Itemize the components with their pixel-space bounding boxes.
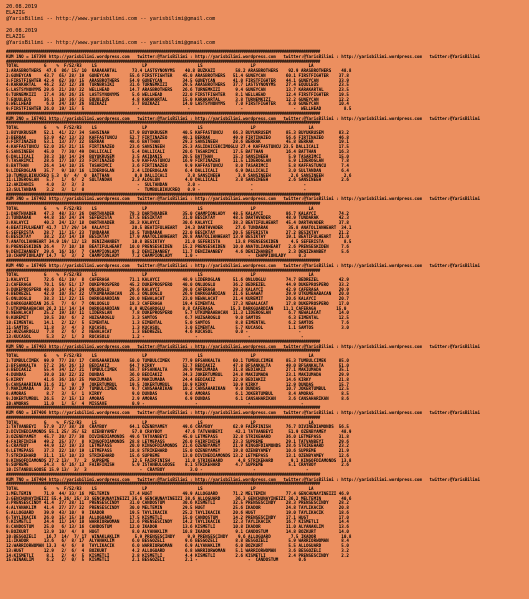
report-date: 20.08.2019 [6,4,38,10]
runner-row: 4:BEDREZEL 42.0 10/ 35/ 22 UTKUMBAABACAN 26.3 ONLUOGLU 26.9 DARKGUARDIAN 21.6 ELHAWAT 29.9 UTKUMBAABACAN 20.0 [6,291,349,297]
race-sections [6,50,523,563]
race-section [6,50,523,112]
runner-row: 13:SULTANDAN 3.2 3/ 1/ 0 - TUMBULBIKUCREQ 0.9 - - - [6,186,307,192]
runner-row: 6:LETMEPASS 37.3 22/ 18/ 19 LETMEPASS 18.8 STRIKEHARD 15.0 OZENBYAMEY 19.8 OZENBYAMEY 10.6 SUPREME 21.9 [6,448,349,453]
runner-row: 12:HUZGAROGLU 7.8 2/ 6/ 2 NEWALACAT 1.3 BEDREZEL 4.6 KUCASOL 0.0 - - [6,329,301,335]
race-title: KUM 3NO = 167402 http://yarisbilimi.wordpress.com twitter:@YarisBilimi : http://yarisbilimi.wordpress.com twitter:@YarisBilimi : http://yarisbilimi.wordpress.com twitter:@YarisBilimi [6,196,480,202]
race-section [6,193,523,260]
race-title: KUM 2NO = 167401 http://yarisbilimi.wordpress.com twitter:@YarisBilimi : http://yarisbilimi.wordpress.com twitter:@YarisBilimi : http://yarisbilimi.wordpress.com twitter:@YarisBilimi [6,115,480,121]
runner-row: 12:WARRIORWOMAN 13.3 4/ 6/ 8 TAYLIKACIK 6.0 WARRIORWOMAN 6.9 ALYANAKLIM 6.0 BOZKURT 5.5 ALLOGUARD 5.0 [6,543,349,548]
separator-line: #################################################################################################################################################### [6,258,320,263]
race-section [6,340,523,407]
runner-row: 10:AMORAS 11.0 1/ 5/ 4 MISSAVE 0.9 - - - - [6,400,304,406]
runner-row: 4:DUNDAS 39.0 10/ 22/ 22 DUNDAS 36.0 BEDIAKIZ 34.3 JOKERTUMBUL 24.8 MAKIUMADA 23.1 MAKIUMADA 29.9 [6,372,349,377]
report-contact-repeat: @YarisBilimi -- http://www.yarisbilimi.com -- yarisbilimi@gmail.com [6,40,216,46]
runner-row: 3:PRENSESCINDY 41.4 27/ 28/ 11 PRENSESCINDY 31.0 CANDOSTUM 30.6 KISMETLI 32.5 PRENSESCINDY 28.3 PRENSESCINDY 28.2 [6,500,349,506]
runner-row: 9:BOZKURT 13.9 10/ 4/ 8 HUGT 8.0 ALYANAKLIM 10.8 IKADOR 9.1 CANDOSTUM 14.8 BOZKURT 14.0 [6,528,349,534]
separator-line: #################################################################################################################################################### [6,338,320,344]
runner-row: 1:ARASBROTHERS 47.6 86/ 15/ 10 KARAKARTAL 73.4 LASTSYNONYMS 40.8 BUZKAZI 58.2 ARASBROTHERS 92.9 ARASBROTHERS 48.8 [6,68,352,73]
runner-row: 9:DENIZHANBEY 29.6 16/ 16/ 7 CHAMPIONLADY 8.2 DENIZHANBEY 11.7 DENIZHANBEY 4.6 DENIZHANBEY 2.3 DENIZHANBEY 5.6 [6,248,349,254]
column-header-row: TOTAL G % F/S2/R3 LS LP LS LP LA [6,353,314,358]
runner-row: 8:AMORAS 8.7 3/ 5/ 1 KIRKY 9.0 DUNDAS 9.6 AMORAS 6.1 JOKERTUMBUL 8.4 AMORAS 8.5 [6,391,349,396]
runner-row: 6:TAYLIKACIK 26.0 15/ 15/ 10 ALLOGUARD 17.5 KISMETLI 15.0 CANDOSTUM 14.2 PRENSESCINDY 17.1 HUGT 17.0 [6,514,349,520]
runner-row: 5:KIRKY 41.6 36/ 16/ 25 MAKIUMADA 25.3 MAKIUMADA 24.4 BEDIAKIZ 22.9 BEDIAKIZ 14.6 KIRKY 21.8 [6,376,349,382]
runner-row: 5:SANSINEEH 45.0 7/ 30/ 49 DALLICALI 5.4 DALLICALI 20.6 TASARIMCI 17.5 BATTHAN 16.4 BATTHAN 16.3 [6,148,349,154]
separator-line: #################################################################################################################################################### [6,58,320,64]
runner-row: 9:KUREMIT 19.5 20/ 6/ 2 HUZGAROGLU 3.3 SAMTOS 6.7 HUZGAROGLU 9.0 SAMTOS 6.3 EIMENTAL 12.5 [6,315,349,320]
runner-row: 2:GENCHUNAYINEIZI 55.4 26/ 25/ 23 GENCHUNAYINEIZI 35.6 GENCHUNAYINEIZI 38.6 ALLOGUARD 36.3 GENCHUNAYINEIZI 36.2 MELTEMIN 40.6 [6,495,352,501]
race-title: KUM 4NO = 167405 http://yarisbilimi.wordpress.com twitter:@YarisBilimi : http://yarisbilimi.wordpress.com twitter:@YarisBilimi : http://yarisbilimi.wordpress.com twitter:@YarisBilimi [6,262,480,268]
runner-row: 7:EQUULEUS 36.1 10/ 36/ 31 EQUULEUS 4.8 KARAKARTAL 15.0 KARAKARTAL 3.8 TURNEMKIZI 12.2 GUNEYCAN 12.2 [6,96,349,102]
runner-row: 11:IKADOR 13.6 6/ 8/ 17 ALYANAKLIM 6.0 BESGOZELI 9.6 BESGOZELI 8.8 BESGOZELI 5.9 WARRIORWOMAN 8.4 [6,538,349,544]
runner-row: 8:WELLHEAD 6.0 24/ 10/ 26 BUZKAZI 3.7 BUZKAZI 14.0 LASTSYNONYMS 7.0 FIRSTFIGHTER 8.0 GUNEYCAN 10.4 [6,101,349,107]
separator-line: #################################################################################################################################################### [6,267,320,273]
runner-row: 2:BERRAK 53.9 42/ 13/ 23 KAFFASTUNCU 52.7 FIRTINAZEO 40.1 BERRAK 49.9 FIRTINAZEO 56.6 FIRTINAZEO 46.8 [6,134,349,140]
runner-row: 3:DUKEPROSPERO 48.0 14/ 41/ 24 ONLUOGLU 29.6 KALAYCI 39.0 CAFERAGA 29.3 KALAYCI 42.9 CAFERAGA 29.9 [6,286,349,292]
separator-line: #################################################################################################################################################### [6,191,320,197]
runner-row: 1:DARTHVADER 47.3 48/ 33/ 26 DARTHVADER 78.3 DARTHVADER 35.0 CHAMPIONLADY 48.5 KALAYCI 86.7 KALAYCI 74.2 [6,210,349,216]
runner-row: 2:BFSANKALTA 57.2 36/ 26/ 13 BEDIAKIZ 64.7 KIRKY 52.7 BEDIAKIZ 47.8 BFSANKALTA 49.0 BFSANKALTA 51.0 [6,362,349,368]
runner-row: 7:UTKUMBAABACAN 26.2 11/ 14/ 14 DARKGUARDIAN 8.8 HUZGAROGLU 8.8 CAFERAGA 15.3 DARKGUARDIAN 11.1 CAFERAGA 15.0 [6,305,347,311]
runner-row: 4:FAIRFINISH 49.2 25/ 37/ 8 KINGOFDIAMONDS 28.8 LETMEPASS 26.0 FAIRFINISH 23.3 SUPREME 29.1 TATVANBEYI 29.6 [6,438,349,444]
runner-row: 11:SAMTOS 11.8 3/ 4/ 3 KUCASOL 1.3 KUCASOL 3.0 EIMENTAL 5.7 KUCASOL 1.1 SAMTOS 3.0 [6,324,349,330]
separator-line: #################################################################################################################################################### [6,405,320,411]
runner-row: 6:BESIKTAY 38.2 23/ 14/ 19 BESIKTAY 17.9 ANATOLIANHEART 20.8 ANATOLIANHEART 13.9 BESIKTAY 19.1 BEATIFULHEART 21.0 [6,234,349,240]
race-section [6,259,523,340]
runner-row: 9:SUPREME 24.3 6/ 16/ 13 FAIRFINISH 5.9 ISTANBULGOOSE 8.1 STRIKEHARD 4.7 SUPREME 5.1 CRAYBOY 2.6 [6,462,349,468]
separator-line: #################################################################################################################################################### [6,110,320,116]
runner-row: 13:KUCASOL 5.3 2/ 1/ 3 RUCASOLU 1.2 - - - - [6,334,304,339]
race-title: KUM 7NO = 167404 http://yarisbilimi.wordpress.com twitter:@YarisBilimi : http://yarisbilimi.wordpress.com twitter:@YarisBilimi : http://yarisbilimi.wordpress.com twitter:@YarisBilimi [6,476,480,482]
report-city-repeat: ELAZIG [6,34,25,40]
column-header-row: TOTAL G % F/S2/R3 LS LP LS LP LA [6,419,314,425]
runner-row: 3:BEDIAKIZ 55.4 34/ 12/ 21 TUMBULCIMEK 58.7 BFSANKALTA 39.9 MAKIUMADA 31.8 BEDIAKIZ 27.1 MAKIUMADA 35.1 [6,367,349,373]
race-section [6,473,523,563]
runner-row: 10:ISTANBULGOOSE 15.9 13/ 3/ 3 - CRAYBOY 3.0 - - - [6,467,309,472]
runner-row: 6:TURNEMKIZI 17.4 36/ 26/ 25 LASTSYNONYMS 5.6 WELLHEAD 22.0 FIRSTFIGHTER 8.1 WELLHEAD 12.4 FIRSTFIGHTER 19.5 [6,91,349,97]
runner-row: 8:CANDOSTUM 25.0 6/ 13/ 16 CANDOSTUM 12.0 IKADOR 13.6 KISMETLI 10.8 IKADOR 11.0 ALYANAKLIM 13.6 [6,524,349,529]
runner-row: 6:DALLICALI 38.3 10/ 14/ 24 BUYUKRUSEM 3.5 AKIDANIS 20.5 BATTHAN 15.3 SANSINEEH 5.9 TASARIMCI 15.0 [6,153,349,159]
race-title: KUM 5NO = 167403 http://yarisbilimi.wordpress.com twitter:@YarisBilimi : http://yarisbilimi.wordpress.com twitter:@YarisBilimi : http://yarisbilimi.wordpress.com twitter:@YarisBilimi [6,343,480,349]
runner-row: 9:LIDEROGLAN 35.7 9/ 10/ 16 LIDEROGLAN 2.4 LIDEROGLAN 6.4 DALLICALI 6.9 DALLICALI 3.0 SULTANDAN 6.4 [6,167,349,173]
runner-row: 13:HUGT 12.9 2/ 6/ 4 BOZKURT 4.2 ALLOGUARD 6.8 WARRIORWOMAN 5.1 WARRIORWOMAN 3.6 BESGOZELI 3.2 [6,547,349,553]
runner-row: 10:EIMENTAL 14.1 2/ 12/ 5 EIMENTAL 1.3 EIMENTAL 5.0 SAMTOS 8.8 EIMENTAL 6.2 SAMTOS 7.6 [6,319,349,325]
runner-row: 7:ANATOLIANHEART 34.9 19/ 12/ 13 DENIZHANBEY 10.8 BESIKTAY 21.0 SEFERISTA 13.8 PRENSESKIDEN 4.5 SEFERISTA 8.5 [6,239,352,244]
report-contact: @YarisBilimi -- http://www.yarisbilimi.com -- yarisbilimi@gmail.com [6,16,216,22]
runner-row: 6:DARKGUARDIAN 26.5 7/ 6/ 7 ONLUOGLU 18.3 CAFERAGA 19.4 EIMENTAL 17.3 NEWALACAT 17.8 DUKEPROSPERO 17.0 [6,300,349,306]
race-title: KUM 1NO = 167398 http://yarisbilimi.wordpress.com twitter:@YarisBilimi : http://yarisbilimi.wordpress.com twitter:@YarisBilimi : http://yarisbilimi.wordpress.com twitter:@YarisBilimi [6,53,480,59]
runner-row: 4:BEATIFULHEART 41.7 17/ 29/ 14 KALAYCI 20.5 BEATIFULHEART 24.3 DARTHVADER 27.6 TUNDARAK 35.8 ANATOLIANHEART 34.1 [6,224,352,230]
runner-row: 7:STRIKEHARD 31.1 15/ 10/ 23 STRIKEHARD 15.6 SUPREME 13.0 DIVINEDIAMONDS 13.2 LETMEPASS 13.1 OZENBYAMEY 12.6 [6,452,349,458]
runner-row: 5:ALLOGUARD 39.9 43/ 10/ 9 IKADOR 19.5 TAYLIKACIK 25.2 TAYLIKACIK 20.6 HUGT 19.0 TAYLIKACIK 18.6 [6,509,349,515]
runner-row: 4:KARAKARTAL 46.2 32/ 12/ 20 TURNBRSIKI 31.6 TURNEMKIZI 29.5 ARASBROTHERS 37.7 LASTSYNONYMS 27.4 EQUULEUS 23.5 [6,82,349,88]
runner-row: 15:WINAKLIM 6.2 2/ 0/ 5 KISMETLI 2.1 BESGOZELI 2.1 - - CANDOSTUM 0.6 [6,557,307,563]
column-header-row: TOTAL G % F/S2/R3 LS LP LS LP LA [6,125,314,130]
column-header-row: TOTAL G % F/S2/R3 LS LP LS LP LA [6,272,314,278]
separator-line: #################################################################################################################################################### [6,348,320,354]
runner-row: 2:TUNDARAK 44.8 16/ 24/ 24 SEFERISTA 57.5 BESIKTAY 31.0 BESIKTAY 48.5 DARTHVADER 48.9 TUNDARAK 42.3 [6,215,349,221]
report-date-repeat: 20.08.2019 [6,28,38,34]
runner-row: 14:KISMETLI 8.1 2/ 4/ 5 KISMETLI 2.8 KISMETLI 4.4 KISMETLI 2.6 KISMETLI 2.4 PRENSESCINDY 2.2 [6,552,349,558]
race-report-document [6,4,523,594]
runner-row: 3:FIRSTFIGHTER 42.4 62/ 30/ 15 ARASBROTHERS 54.9 GUNEYCAN 34.5 GUNEYCAN 41.0 FIRSTFIGHTER 44.1 GUNEYCAN 33.9 [6,77,349,83]
runner-row: 11:LIDEROGLAN 5.7 1/ 6/ 2 SULTANDAN 2.3 ALOGLUN 4.0 DALLICALI 3.8 SANSINEEH 2.6 SANSINEEH 2.6 [6,177,349,183]
runner-row: 5:CRAYBOY 44.9 12/ 19/ 23 LETMEPASS 20.0 KINGOFDIAMONDS 21.6 OZENBYAMEY 21.9 KINGOFDIAMONDS 28.6 STRIKEHARD 23.2 [6,443,349,449]
separator-line: #################################################################################################################################################### [6,414,320,420]
runner-row: 5:SEFERISTA 28.7 11/ 15/ 23 TUNDARAK 18.5 TUNDARAK 22.0 BESIKTAY 20.5 SEFERISTA 27.2 BESIKTAY 21.2 [6,229,349,235]
runner-row: 3:FIRTINAZEO 53.1 13/ 37/ 22 BERRAK 48.6 BATTHAN 29.3 SANSINEEH 28.6 BERRAK 45.8 BERRAK 19.1 [6,139,349,145]
runner-row: 7:TASARIMCI 28.6 17/ 10/ 23 FIRTINAZEO 5.9 KAFFASTUNCU 16.9 FIRTINAZEO 11.5 LIDEROGLAN 5.9 LIDEROGLAN 7.8 [6,158,349,164]
runner-row: 9:JOKERTUMBUL 26.5 2/ 15/ 13 AMORAS 2.9 AMORAS 6.9 DUNDAS 6.1 CANSAHARIKAN 3.6 CANSAHARIKAN 8.6 [6,395,349,401]
column-header-row: TOTAL G % F/S2/R3 LS LP LS LP LA [6,63,314,69]
separator-line: #################################################################################################################################################### [6,120,320,126]
separator-line: #################################################################################################################################################### [6,201,320,206]
runner-row: 10:CHAMPIONLADY 14.7 5/ 3/ 2 CHAMPIONLADY 7.2 CHAMPIONLADY 1.0 - - CHAMPIONLADY 0.3 [6,253,307,259]
runner-row: 8:PRENSESKIDEN 26.4 7/ 10/ 10 BEATIFULHEART 10.0 PRENSESKIDEN 15.2 PRENSESKIDEN 10.0 ANATOLIANHEART 2.6 PRENSESKIDEN 7.6 [6,243,349,249]
runner-row: 2:DIVINEDIAMONDS 55.1 25/ 35/ 52 OZENBYAMEY 57.0 CRAYBOY 47.6 TATVANBEYI 42.1 TATVANBEYI 51.9 OZENBYAMEY 48.9 [6,429,352,434]
runner-row: 1:BUYUKRUSEM 52.1 41/ 22/ 34 SAHSINAH 57.9 BUYUKRUSEM 40.5 KAFFASTUNCU 66.3 BUYUKRUSEM 85.3 BUYUKRUSEM 83.2 [6,129,349,135]
runner-row: 8:NEWALACAT 25.2 19/ 18/ 11 LIDERGLAN 7.8 DUKEPROSPERO 5.7 UTKUMBAABACAN 11.3 LIDEROGLAN 6.7 NEWALACAT 14.0 [6,310,349,316]
runner-row: 8:KINGOFDIAMONDS 27.2 13/ 7/ 2 SUPREME 12.5 FAIRFINISH 11.0 STRIKEHARD 4.8 STRIKEHARD 9.1 KINGOFDIAMONDS 13.8 [6,457,352,463]
runner-row: 4:ALYANAKLIM 41.4 27/ 27/ 22 PRENSESCINDY 30.0 MELTEMIN 29.5 HUGT 25.6 IKADOR 24.8 TAYLIKACIK 20.8 [6,505,349,510]
runner-row: 1:MELTEMIN 71.9 44/ 33/ 16 MELTEMIN 57.4 HUGT 49.9 ALLOGUARD 71.2 MELTEMIN 77.4 GENCHUNAYINEIZI 46.9 [6,490,349,496]
runner-row: 10:BESGOZELI 16.7 14/ 7/ 17 WINAKLAKLIM 5.9 PRENSESCINDY 9.9 PRENSESCINDY 9.6 ALLOGUARD 7.5 IKADOR 10.8 [6,533,352,539]
runner-row: 12:AKIDANIS 4.0 3/ 3/ 3 - SULTANDAN 3.0 - - - [6,182,307,187]
race-title: KUM 6NO = 167406 http://yarisbilimi.wordpress.com twitter:@YarisBilimi : http://yarisbilimi.wordpress.com twitter:@YarisBilimi : http://yarisbilimi.wordpress.com twitter:@YarisBilimi [6,410,480,415]
separator-line: #################################################################################################################################################### [6,471,320,477]
runner-row: 4:KAFFASTUNCU 52.0 25/ 21/ 15 FIRTINAZEO 23.6 SANSINEEH 25.3 ASLIDAICEKCIMOGLU 27.4 KAFFASTUNCU 23.5 DALLICALI 17.5 [6,144,349,149]
column-header-row: TOTAL G % F/S2/R3 LS LP LS LP LA [6,486,314,491]
runner-row: 7:MAKIUMADA 30.7 5/ 19/ 27 TUMBULCIMEK 9.7 CANSAHARIKAN 10.2 CANSAHARIKAN 9.0 DUNDAS 10.7 JOKERTUMBUL 12.5 [6,386,349,392]
runner-row: 9:FIRSTFIGHTER 26.0 19/ 15/ 5 - - - - WELLHEAD 8.5 [6,106,352,111]
runner-row: 1:KALAYCI 72.6 61/ 19/ 8 CAFERAGA 71.1 KALAYCI 48.9 LIDEROGLAN 51.6 ONLUOGLU 74.7 BEDREZEL 42.9 [6,277,349,282]
runner-row: 2:GUNEYCAN 43.7 65/ 28/ 19 GUNEYCAN 55.6 FIRSTFIGHTER 45.0 ARASBROTHERS 51.4 GUNEYCAN 60.1 FIRSTFIGHTER 37.8 [6,72,349,78]
report-city: ELAZIG [6,10,25,16]
runner-row: 5:ONLUOGLU 38.3 11/ 22/ 15 DARKGUARDIAN 20.0 NEWALACAT 23.0 NEWALACAT 21.4 KUREMIT 20.6 KALAYCI 20.7 [6,296,349,301]
race-section [6,406,523,473]
separator-line: #################################################################################################################################################### [6,49,320,54]
separator-line: #################################################################################################################################################### [6,481,320,487]
runner-row: 5:LASTSYNONYMS 29.6 21/ 20/ 22 WELLHEAD 14.7 ARASBROTHERS 26.6 TURNEMKIZI 9.4 GUNEYCAN 13.7 KARAKARTAL 23.5 [6,87,349,92]
runner-row: 3:KALAYCI 40.3 24/ 13/ 18 DARTHVADER 38.3 KALAYCI 30.6 KALAYCI 38.3 BEATIFULHEART 45.4 DARTHVADER 37.8 [6,220,349,225]
runner-row: 10:TUMBULBIKUCREQ 5.3 0/ 4/ 0 BATTHAN 0.0 DALLICALI 3.8 SANSINEEH 3.8 SANSINEEH 2.6 SANSINEEH 2.6 [6,172,352,178]
column-header-row: TOTAL G % F/S2/R3 LS LP LS LP LA [6,205,314,211]
runner-row: 8:BATTHAN 26.4 14/ 10/ 25 TASARIMCI 3.6 FIRTINAZEO 9.9 KAFFASTUNCU 8.0 TASARIMCI 5.8 KAFFASTUNCU 7.4 [6,163,349,168]
runner-row: 6:CANSAHARIKAN 31.6 21/ 9/ 9 JOKERTUMBUL 19.5 JOKERTUMBUL 10.9 KIRKY 10.9 KIRKY 12.9 DUNDAS 15.7 [6,381,349,387]
runner-row: 1:TUMBULCIMEK 99.9 77/ 28/ 17 CANSAHARIKAN 50.0 TUMBULCIMEK 77.9 BFSANKALTA 60.1 TUMBULCIMEK 85.3 TUMBULCIMEK 85.0 [6,357,349,363]
runner-row: 2:CAFERAGA 70.1 56/ 51/ 17 DUKEPROSPERO 45.2 DUKEPROSPERO 40.0 ONLUOGLU 36.2 BEDREZEL 44.9 DUKEPROSPERO 33.2 [6,281,349,287]
race-section [6,112,523,193]
runner-row: 3:OZENBYAMEY 45.7 20/ 27/ 30 DIVINEDIAMONDS 49.6 TATVANBEYI 45.0 LETMEPASS 32.8 STRIKEHARD 36.0 LETMEPASS 31.8 [6,433,349,439]
runner-row: 7:KISMETLI 24.4 11/ 14/ 10 WARRIORWOMAN 12.6 PRENSESCINDY 14.2 TAYLIKACIK 12.3 TAYLIKACIK 16.7 KISMETLI 14.4 [6,519,349,525]
runner-row: 1:TATVANBEYI 57.9 27/ 38/ 28 CRAYBOY 64.1 OZENBYAMEY 49.6 CRAYBOY 62.9 FAIRFINISH 76.7 DIVINEDIAMONDS 56.5 [6,424,349,430]
